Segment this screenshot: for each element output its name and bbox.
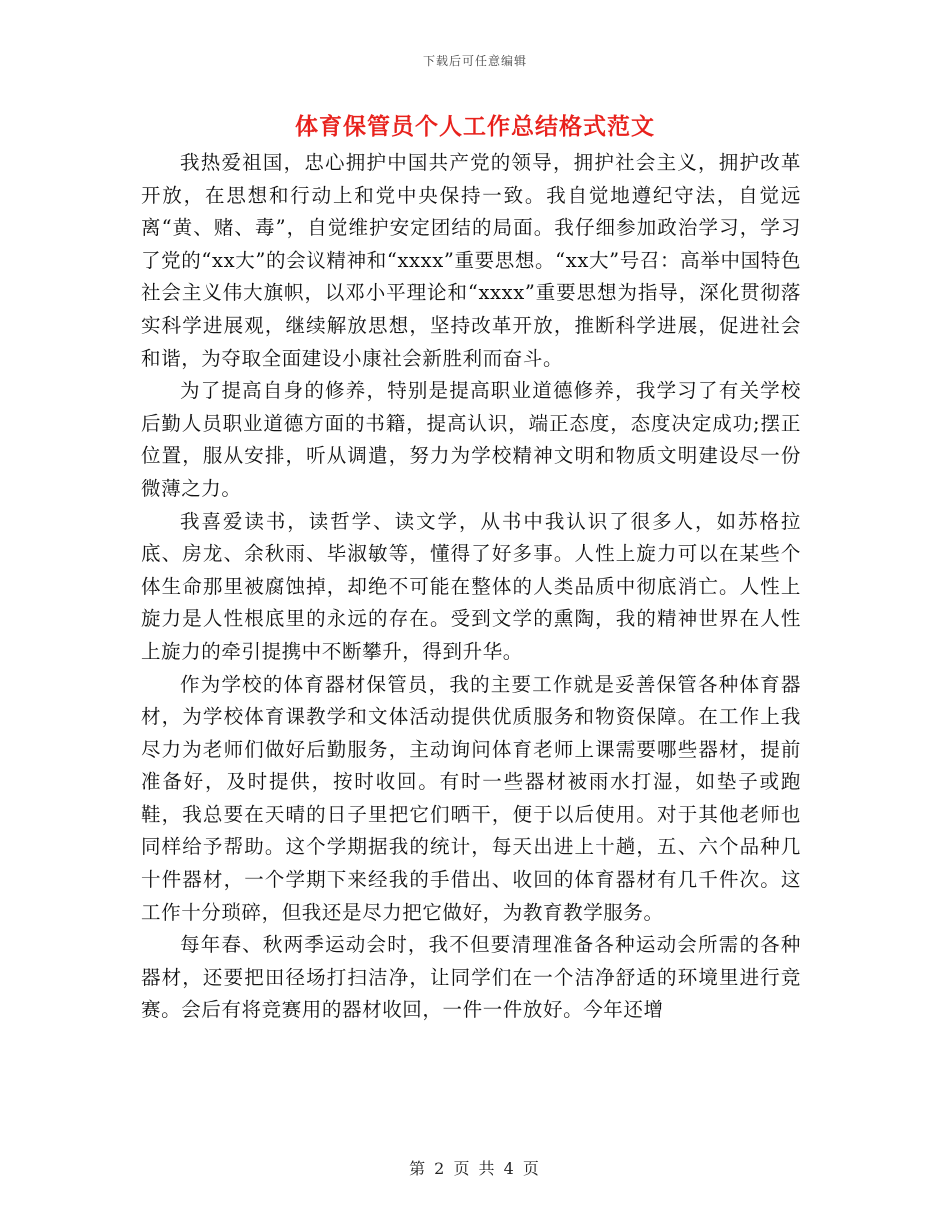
page-header-note: 下载后可任意编辑 — [422, 54, 527, 68]
paragraph-1: 我热爱祖国，忠心拥护中国共产党的领导，拥护社会主义，拥护改革开放，在思想和行动上和党中央保持一致。我自觉地遵纪守法，自觉远离“黄、赌、毒”，自觉维护安定团结的局面。我仔细参加政治学习，学习了党的“xx大”的会议精神和“xxxx”重要思想。“xx大”号召：高举中国特色社会主义伟大旗帜，以邓小平理论和“xxxx”重要思想为指导，深化贯彻落实科学进展观，继续解放思想，坚持改革开放，推断科学进展，促进社会和谐，为夺取全面建设小康社会新胜利而奋斗。 — [141, 151, 801, 370]
paragraph-4: 作为学校的体育器材保管员，我的主要工作就是妥善保管各种体育器材，为学校体育课教学和文体活动提供优质服务和物资保障。在工作上我尽力为老师们做好后勤服务，主动询问体育老师上课需要哪些器材，提前准备好，及时提供，按时收回。有时一些器材被雨水打湿，如垫子或跑鞋，我总要在天晴的日子里把它们晒干，便于以后使用。对于其他老师也同样给予帮助。这个学期据我的统计，每天出进上十趟，五、六个品种几十件器材，一个学期下来经我的手借出、收回的体育器材有几千件次。这工作十分琐碎，但我还是尽力把它做好，为教育教学服务。 — [141, 672, 801, 924]
paragraph-3: 我喜爱读书，读哲学、读文学，从书中我认识了很多人，如苏格拉底、房龙、余秋雨、毕淑敏等，懂得了好多事。人性上旋力可以在某些个体生命那里被腐蚀掉，却绝不可能在整体的人类品质中彻底消亡。人性上旋力是人性根底里的永远的存在。受到文学的熏陶，我的精神世界在人性上旋力的牵引提携中不断攀升，得到升华。 — [141, 509, 801, 663]
paragraph-5: 每年春、秋两季运动会时，我不但要清理准备各种运动会所需的各种器材，还要把田径场打扫洁净，让同学们在一个洁净舒适的环境里进行竞赛。会后有将竞赛用的器材收回，一件一件放好。今年还增 — [141, 933, 801, 1022]
paragraph-2: 为了提高自身的修养，特别是提高职业道德修养，我学习了有关学校后勤人员职业道德方面的书籍，提高认识，端正态度，态度决定成功;摆正位置，服从安排，听从调遣，努力为学校精神文明和物质文明建设尽一份微薄之力。 — [141, 379, 801, 500]
document-title: 体育保管员个人工作总结格式范文 — [295, 113, 655, 140]
page-number-footer: 第 2 页 共 4 页 — [409, 1159, 541, 1178]
document-body — [141, 147, 801, 1027]
